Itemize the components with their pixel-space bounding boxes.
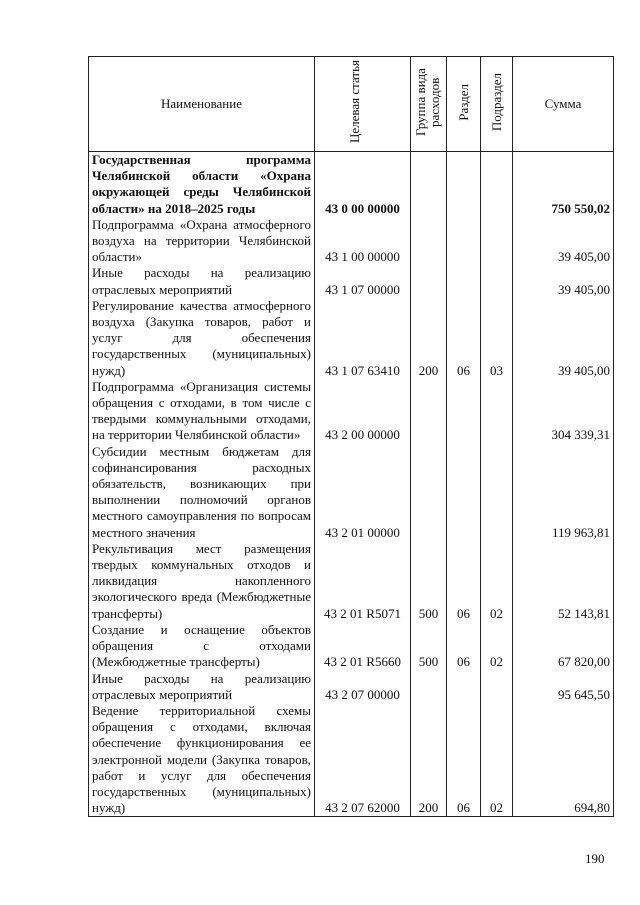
- row-group: 200: [411, 298, 447, 379]
- row-group: [411, 152, 447, 217]
- row-sum: 39 405,00: [513, 265, 614, 297]
- row-group: [411, 379, 447, 444]
- row-subsection: [481, 671, 513, 703]
- table-row: [89, 217, 614, 266]
- budget-table: [88, 56, 614, 817]
- table-row: [89, 703, 614, 817]
- header-name: Наименование: [89, 57, 315, 152]
- row-name: Регулирование качества атмосферного воздуха (Закупка товаров, работ и услуг для обеспечения государственных (муниципальных) нужд): [89, 298, 315, 379]
- row-section: 06: [447, 298, 481, 379]
- row-name: Рекультивация мест размещения твердых коммунальных отходов и ликвидация накопленного экологического вреда (Межбюджетные трансферты): [89, 541, 315, 622]
- row-sum: 750 550,02: [513, 152, 614, 217]
- row-code: 43 2 01 R5071: [315, 541, 411, 622]
- row-sum: 39 405,00: [513, 217, 614, 266]
- row-subsection: [481, 152, 513, 217]
- row-code: 43 2 01 00000: [315, 444, 411, 541]
- header-section: Раздел: [447, 57, 481, 152]
- row-sum: 52 143,81: [513, 541, 614, 622]
- table-row: [89, 541, 614, 622]
- row-code: 43 1 07 00000: [315, 265, 411, 297]
- row-code: 43 0 00 00000: [315, 152, 411, 217]
- row-name: Субсидии местным бюджетам для софинансирования расходных обязательств, возникающих при выполнении полномочий органов местного самоуправления по вопросам местного значения: [89, 444, 315, 541]
- row-section: [447, 265, 481, 297]
- header-code: Целевая статья: [315, 57, 411, 152]
- row-section: 06: [447, 703, 481, 817]
- row-section: 06: [447, 622, 481, 671]
- table-row: [89, 379, 614, 444]
- table-row: [89, 152, 614, 217]
- row-name: Иные расходы на реализацию отраслевых мероприятий: [89, 671, 315, 703]
- row-code: 43 1 00 00000: [315, 217, 411, 266]
- row-section: [447, 152, 481, 217]
- row-code: 43 1 07 63410: [315, 298, 411, 379]
- row-subsection: [481, 444, 513, 541]
- row-code: 43 2 01 R5660: [315, 622, 411, 671]
- row-sum: 304 339,31: [513, 379, 614, 444]
- row-name: Государственная программа Челябинской области «Охрана окружающей среды Челябинской области» на 2018–2025 годы: [89, 152, 315, 217]
- row-section: 06: [447, 541, 481, 622]
- header-subsection: Подраздел: [481, 57, 513, 152]
- row-code: 43 2 07 00000: [315, 671, 411, 703]
- table-row: [89, 265, 614, 297]
- row-section: [447, 671, 481, 703]
- row-group: [411, 444, 447, 541]
- row-subsection: 02: [481, 541, 513, 622]
- header-group: Группа вида расходов: [411, 57, 447, 152]
- row-group: [411, 265, 447, 297]
- page-number: 190: [585, 851, 605, 866]
- row-group: [411, 217, 447, 266]
- table-row: [89, 671, 614, 703]
- row-name: Ведение территориальной схемы обращения с отходами, включая обеспечение функционирования ее электронной модели (Закупка товаров, работ и услуг для обеспечения государственных (муниципальных) нужд): [89, 703, 315, 817]
- row-name: Подпрограмма «Организация системы обращения с отходами, в том числе с твердыми коммунальными отходами, на территории Челябинской области»: [89, 379, 315, 444]
- row-group: [411, 671, 447, 703]
- row-group: 200: [411, 703, 447, 817]
- row-section: [447, 379, 481, 444]
- row-sum: 39 405,00: [513, 298, 614, 379]
- row-group: 500: [411, 622, 447, 671]
- table-row: [89, 622, 614, 671]
- row-name: Создание и оснащение объектов обращения с отходами (Межбюджетные трансферты): [89, 622, 315, 671]
- row-sum: 95 645,50: [513, 671, 614, 703]
- table-row: [89, 444, 614, 541]
- table-header-row: [89, 57, 614, 152]
- row-subsection: [481, 379, 513, 444]
- row-section: [447, 217, 481, 266]
- row-name: Иные расходы на реализацию отраслевых мероприятий: [89, 265, 315, 297]
- row-code: 43 2 00 00000: [315, 379, 411, 444]
- row-group: 500: [411, 541, 447, 622]
- row-section: [447, 444, 481, 541]
- row-sum: 119 963,81: [513, 444, 614, 541]
- row-code: 43 2 07 62000: [315, 703, 411, 817]
- row-subsection: [481, 217, 513, 266]
- row-sum: 694,80: [513, 703, 614, 817]
- row-subsection: 02: [481, 622, 513, 671]
- table-row: [89, 298, 614, 379]
- row-subsection: 03: [481, 298, 513, 379]
- row-sum: 67 820,00: [513, 622, 614, 671]
- header-sum: Сумма: [513, 57, 614, 152]
- row-subsection: [481, 265, 513, 297]
- row-name: Подпрограмма «Охрана атмосферного воздуха на территории Челябинской области»: [89, 217, 315, 266]
- row-subsection: 02: [481, 703, 513, 817]
